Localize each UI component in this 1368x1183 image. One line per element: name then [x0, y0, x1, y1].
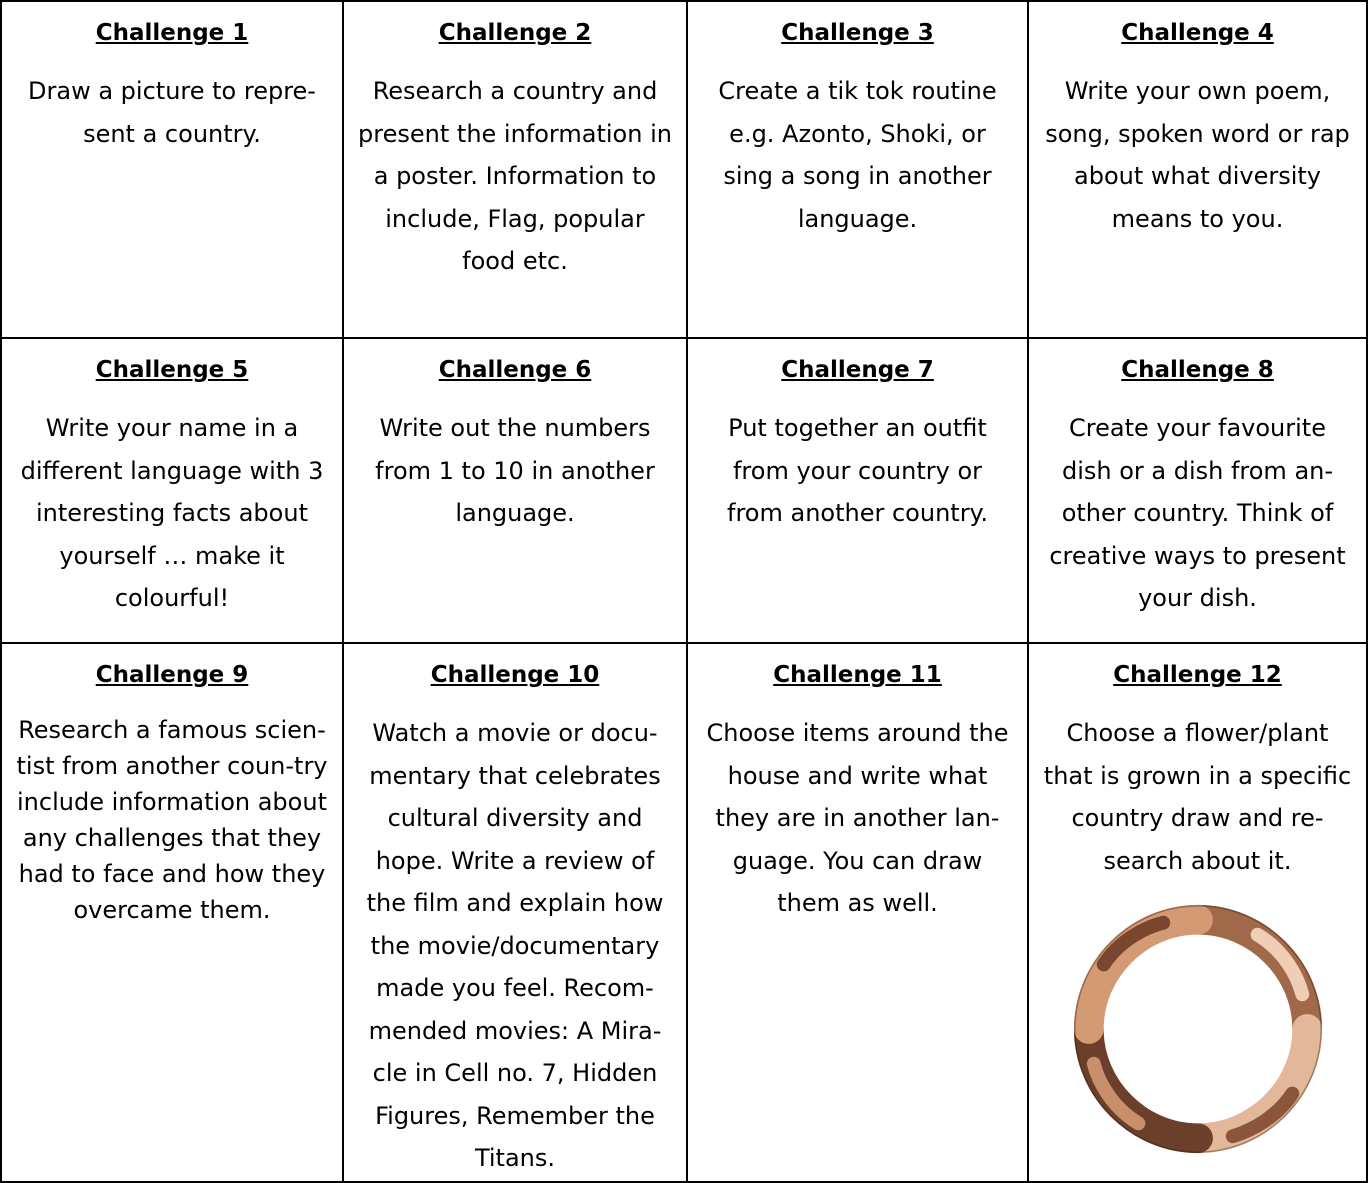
challenge-title: Challenge 11: [773, 662, 942, 688]
challenge-text: Put together an outfit from your country or from another country.: [727, 414, 988, 527]
challenge-title: Challenge 6: [438, 357, 592, 383]
challenge-text: Watch a movie or docu-mentary that celebrates cultural diversity and hope. Write a review of the film and explain how the movie/documentary made you feel. Recom-mended movies: A Mira-cle in Cell no. 7, Hidden Figures, Remember the Titans.: [366, 719, 664, 1172]
challenge-text: Write your own poem, song, spoken word or rap about what diversity means to you.: [1045, 77, 1350, 233]
hands-circle-image: [1059, 890, 1337, 1168]
challenge-title: Challenge 12: [1113, 662, 1282, 688]
challenge-cell-11: [688, 644, 1029, 1181]
challenge-title: Challenge 7: [781, 357, 934, 383]
challenge-title: Challenge 5: [95, 357, 249, 383]
challenge-cell-2: [344, 2, 688, 339]
challenge-cell-7: [688, 339, 1029, 644]
challenge-text: Research a country and present the information in a poster. Information to include, Flag, popular food etc.: [358, 77, 672, 275]
challenge-cell-1: [2, 2, 344, 339]
challenge-text: Create your favourite dish or a dish from an-other country. Think of creative ways to present your dish.: [1049, 414, 1346, 612]
challenge-cell-12: [1029, 644, 1366, 1181]
challenge-title: Challenge 1: [95, 20, 249, 46]
challenge-cell-4: [1029, 2, 1366, 339]
challenge-text: Write your name in a different language with 3 interesting facts about yourself … make it colourful!: [20, 414, 324, 612]
challenge-text: Choose a flower/plant that is grown in a specific country draw and re-search about it.: [1043, 719, 1352, 875]
challenge-title: Challenge 2: [438, 20, 592, 46]
challenge-cell-9: [2, 644, 344, 1181]
challenge-cell-10: [344, 644, 688, 1181]
challenge-title: Challenge 9: [95, 662, 249, 688]
challenge-cell-3: [688, 2, 1029, 339]
challenge-cell-8: [1029, 339, 1366, 644]
challenge-text: Create a tik tok routine e.g. Azonto, Shoki, or sing a song in another language.: [718, 77, 997, 233]
challenge-text: Research a famous scien-tist from another coun-try include information about any challenges that they had to face and how they overcame them.: [16, 716, 328, 924]
challenge-cell-5: [2, 339, 344, 644]
challenge-title: Challenge 3: [781, 20, 934, 46]
challenge-text: Draw a picture to repre-sent a country.: [28, 77, 316, 148]
challenge-title: Challenge 10: [430, 662, 600, 688]
challenge-text: Choose items around the house and write what they are in another lan-guage. You can draw them as well.: [706, 719, 1009, 917]
challenge-title: Challenge 4: [1121, 20, 1274, 46]
challenge-title: Challenge 8: [1121, 357, 1274, 383]
challenge-cell-6: [344, 339, 688, 644]
challenge-text: Write out the numbers from 1 to 10 in another language.: [375, 414, 655, 527]
